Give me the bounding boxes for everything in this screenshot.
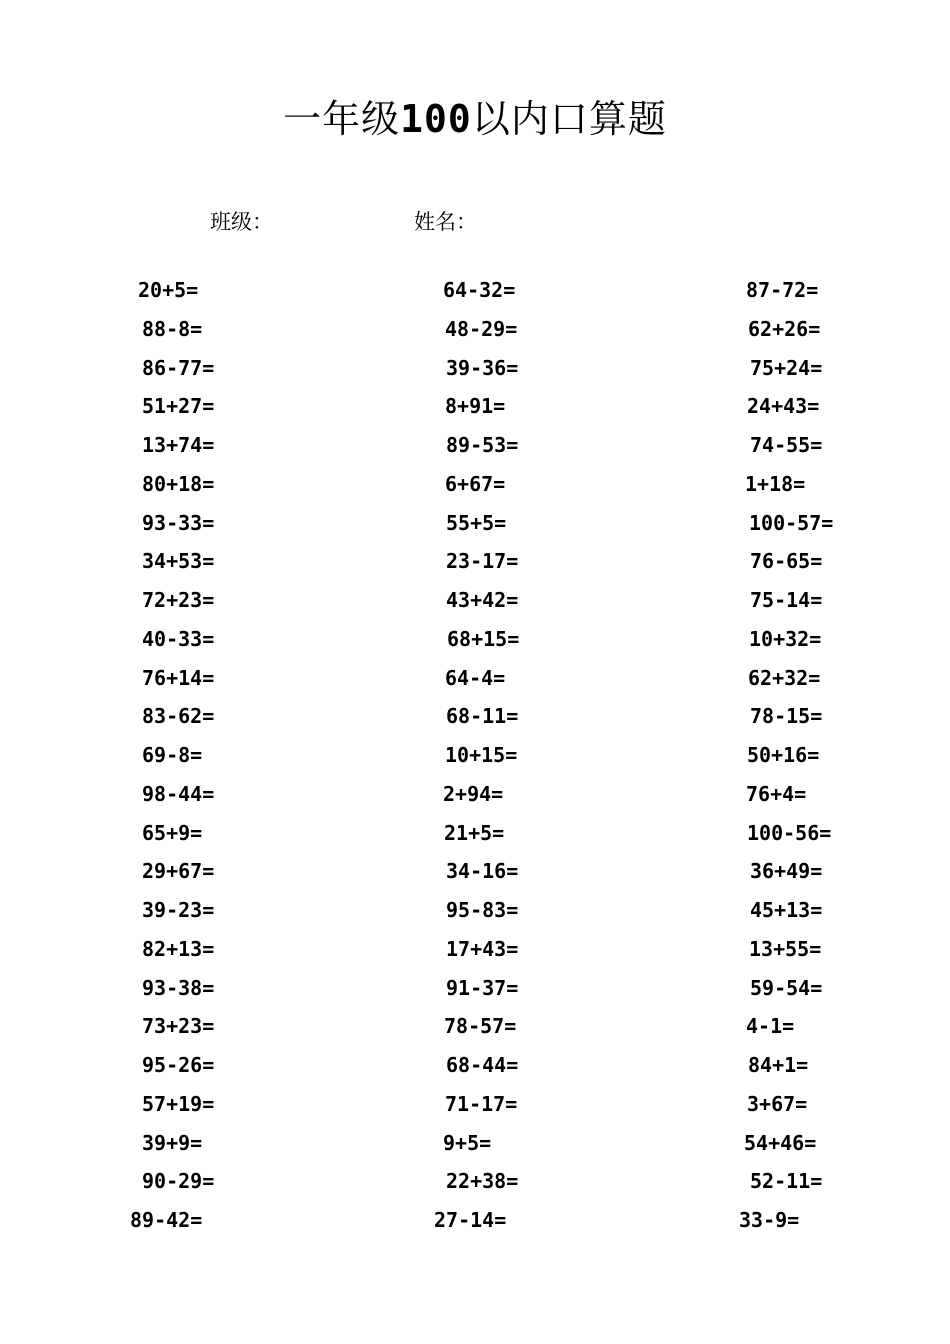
problem-item: 13+74=	[142, 433, 215, 457]
problem-item: 95-83=	[446, 898, 519, 922]
problem-item: 3+67=	[747, 1091, 808, 1116]
problem-item: 89-53=	[446, 433, 519, 457]
problem-item: 43+42=	[446, 588, 519, 612]
problem-item: 57+19=	[142, 1091, 215, 1116]
problem-item: 39-23=	[142, 898, 215, 922]
worksheet-title	[0, 88, 950, 143]
problem-item: 22+38=	[446, 1169, 519, 1194]
class-label: 班级：	[210, 210, 273, 234]
problem-item: 34+53=	[142, 549, 215, 574]
problem-item: 93-38=	[142, 975, 215, 1000]
problem-item: 75-14=	[750, 588, 823, 612]
problem-item: 52-11=	[750, 1169, 823, 1194]
problem-item: 89-42=	[130, 1208, 203, 1232]
problem-item: 68-11=	[446, 704, 519, 729]
problem-item: 34-16=	[446, 859, 519, 884]
problem-item: 48-29=	[445, 316, 518, 341]
problem-item: 62+26=	[748, 316, 821, 341]
problem-item: 62+32=	[748, 665, 821, 690]
title-suffix: 以内口算题	[471, 97, 667, 141]
problem-item: 87-72=	[746, 278, 819, 302]
problem-item: 98-44=	[142, 781, 215, 806]
problem-item: 27-14=	[434, 1208, 507, 1232]
problem-item: 73+23=	[142, 1014, 215, 1039]
problem-item: 50+16=	[747, 743, 820, 767]
problem-item: 10+32=	[749, 626, 822, 651]
problem-item: 29+67=	[142, 859, 215, 884]
problem-item: 23-17=	[446, 549, 519, 574]
problem-item: 10+15=	[445, 743, 518, 767]
problem-item: 71-17=	[445, 1091, 518, 1116]
problem-item: 100-56=	[747, 820, 832, 845]
problem-item: 80+18=	[142, 471, 215, 496]
title-prefix: 一年级	[283, 97, 401, 141]
problem-item: 51+27=	[142, 394, 215, 419]
problem-item: 64-32=	[443, 278, 516, 302]
problem-item: 39-36=	[446, 355, 519, 380]
problem-item: 68+15=	[447, 626, 520, 651]
problem-item: 75+24=	[750, 355, 823, 380]
problem-item: 9+5=	[443, 1130, 492, 1155]
problem-item: 6+67=	[445, 471, 506, 496]
problem-item: 95-26=	[142, 1053, 215, 1077]
problem-item: 54+46=	[744, 1130, 817, 1155]
problem-item: 74-55=	[750, 433, 823, 457]
problem-item: 36+49=	[750, 859, 823, 884]
problem-item: 21+5=	[444, 820, 505, 845]
problem-item: 88-8=	[142, 316, 203, 341]
problem-item: 76+14=	[142, 665, 215, 690]
problem-item: 64-4=	[445, 665, 506, 690]
problem-item: 90-29=	[142, 1169, 215, 1194]
problem-item: 20+5=	[138, 278, 199, 302]
problem-item: 78-57=	[444, 1014, 517, 1039]
problem-item: 86-77=	[142, 355, 215, 380]
name-label: 姓名：	[414, 210, 477, 234]
problem-item: 4-1=	[746, 1014, 795, 1039]
problem-item: 40-33=	[142, 626, 215, 651]
problem-item: 24+43=	[747, 394, 820, 419]
problem-item: 76+4=	[746, 781, 807, 806]
problem-item: 72+23=	[142, 588, 215, 612]
problem-item: 8+91=	[445, 394, 506, 419]
problem-item: 84+1=	[748, 1053, 809, 1077]
problem-item: 33-9=	[739, 1208, 800, 1232]
problem-item: 100-57=	[749, 510, 834, 535]
problem-item: 39+9=	[142, 1130, 203, 1155]
problem-item: 93-33=	[142, 510, 215, 535]
problem-item: 78-15=	[750, 704, 823, 729]
problem-item: 68-44=	[446, 1053, 519, 1077]
problem-item: 55+5=	[446, 510, 507, 535]
problem-item: 91-37=	[446, 975, 519, 1000]
problem-item: 82+13=	[142, 936, 215, 961]
problem-item: 59-54=	[750, 975, 823, 1000]
problem-item: 76-65=	[750, 549, 823, 574]
title-number: 100	[400, 97, 472, 141]
problem-item: 65+9=	[142, 820, 203, 845]
problem-item: 1+18=	[745, 471, 806, 496]
problem-item: 17+43=	[446, 936, 519, 961]
problem-item: 13+55=	[749, 936, 822, 961]
problem-item: 45+13=	[750, 898, 823, 922]
problem-item: 2+94=	[443, 781, 504, 806]
problem-item: 83-62=	[142, 704, 215, 729]
problem-item: 69-8=	[142, 743, 203, 767]
